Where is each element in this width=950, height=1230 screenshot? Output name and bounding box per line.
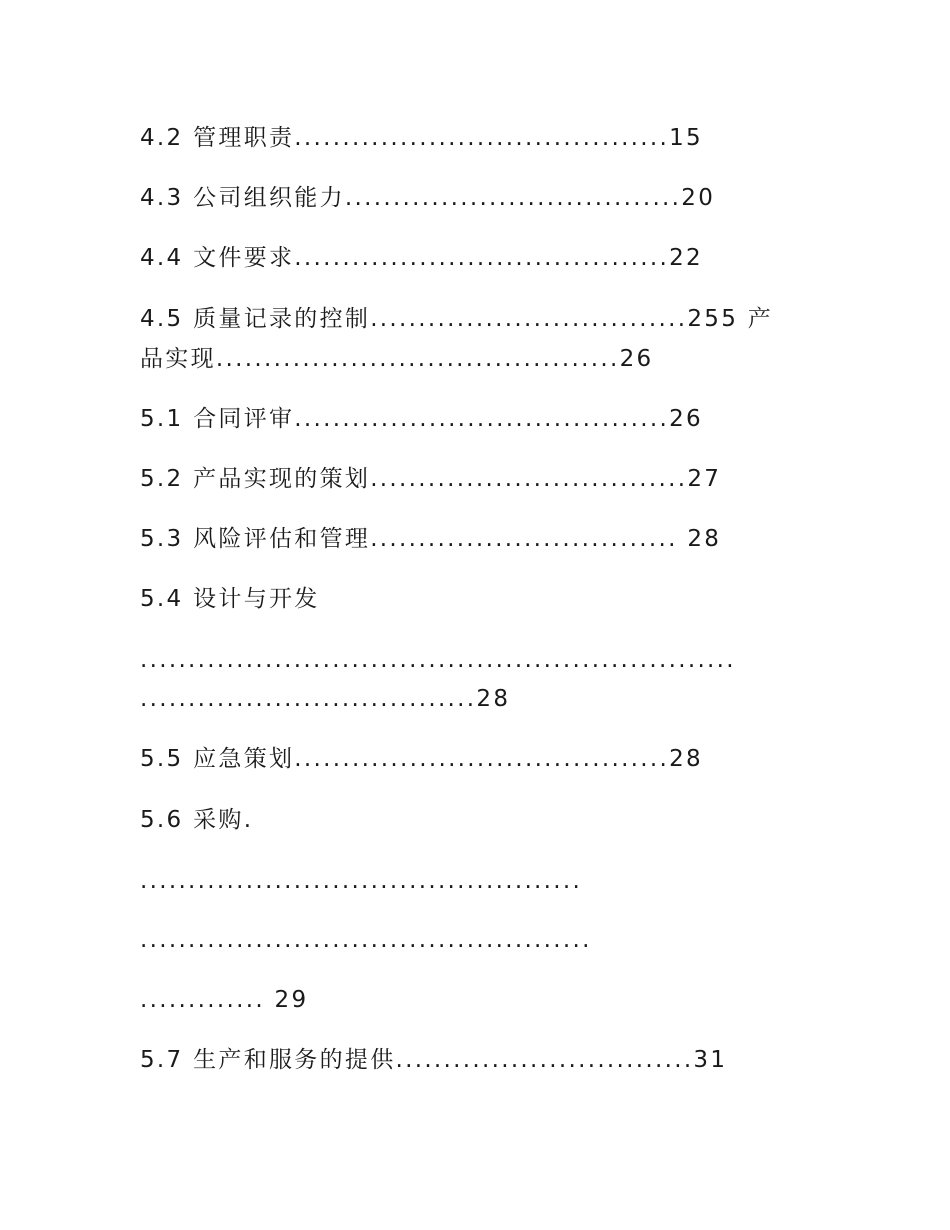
toc-entry-5-5: 5.5 应急策划.......................................28 bbox=[140, 746, 703, 772]
toc-entry-5-7: 5.7 生产和服务的提供...............................31 bbox=[140, 1047, 728, 1073]
toc-entry-4-3: 4.3 公司组织能力...................................20 bbox=[140, 185, 716, 211]
toc-entry-5-4: 5.4 设计与开发 bbox=[140, 586, 320, 612]
toc-leader-5-4-a: .............................................................. bbox=[140, 647, 736, 673]
toc-entry-5-1: 5.1 合同评审.......................................26 bbox=[140, 406, 703, 432]
toc-leader-5-6-c: ............. 29 bbox=[140, 987, 309, 1013]
toc-leader-5-6-a: .............................................. bbox=[140, 868, 583, 894]
toc-entry-5-2: 5.2 产品实现的策划.................................27 bbox=[140, 466, 722, 492]
toc-leader-5-6-b: ............................................... bbox=[140, 927, 592, 953]
toc-entry-5-6: 5.6 采购. bbox=[140, 807, 254, 833]
toc-entry-4-2: 4.2 管理职责.......................................15 bbox=[140, 125, 703, 151]
toc-entry-5-3: 5.3 风险评估和管理................................ 28 bbox=[140, 526, 722, 552]
toc-entry-5-continued: 品实现..........................................26 bbox=[140, 346, 654, 372]
toc-entry-4-4: 4.4 文件要求.......................................22 bbox=[140, 245, 703, 271]
toc-entry-4-5: 4.5 质量记录的控制.................................255 产 bbox=[140, 306, 774, 332]
toc-leader-5-4-b: ...................................28 bbox=[140, 686, 511, 712]
